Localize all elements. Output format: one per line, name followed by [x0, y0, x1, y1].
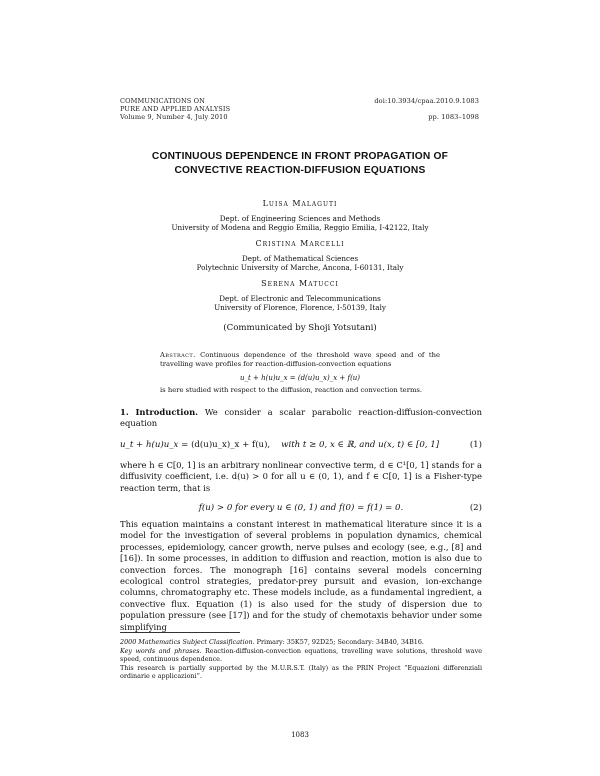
author-affiliation: [100, 254, 500, 273]
equation-lhs: u_t + h(u)u_x =: [120, 440, 192, 450]
footnote-rule: [120, 632, 240, 633]
page-range: pp. 1083–1098: [428, 113, 479, 122]
affiliation-university: University of Modena and Reggio Emilia, Reggio Emilia, I-42122, Italy: [171, 223, 429, 233]
author-name: Luisa Malaguti: [262, 199, 338, 208]
footnote-msc: [120, 638, 482, 646]
affiliation-university: Polytechnic University of Marche, Ancona, I-60131, Italy: [196, 263, 404, 273]
msc-text: Primary: 35K57, 92D25; Secondary: 34B40, 34B16.: [256, 638, 424, 646]
intro-text: We consider a scalar parabolic reaction-diffusion-convection equation: [120, 407, 482, 429]
affiliation-dept: Dept. of Electronic and Telecommunications: [219, 294, 381, 303]
communicated-by: (Communicated by Shoji Yotsutani): [223, 323, 377, 333]
abstract-equation: u_t + h(u)u_x = (d(u)u_x)_x + f(u): [239, 373, 361, 382]
affiliation-dept: Dept. of Engineering Sciences and Methods: [219, 214, 381, 223]
keywords-text: Reaction-diffusion-convection equations, travelling wave solutions, threshold wave speed, continuous dependence.: [120, 647, 482, 664]
journal-name-line1: COMMUNICATIONS ON: [120, 97, 205, 105]
abstract-text-end: is here studied with respect to the diffusion, reaction and convection terms.: [160, 386, 423, 395]
abstract: [160, 351, 440, 396]
section-number: 1.: [120, 407, 129, 417]
footnote-keywords: [120, 647, 482, 663]
intro-paragraph-2: where h ∈ C[0, 1] is an arbitrary nonlinear convective term, d ∈ C¹[0, 1] stands for a diffusivity coefficient, i.e. d(u) > 0 for all u ∈ (0, 1), and f ∈ C[0, 1] is a Fisher-type reaction term, that is: [120, 460, 482, 493]
equation-2: [120, 503, 482, 513]
equation-number: (2): [469, 503, 482, 513]
doi-header: [374, 97, 479, 121]
affiliation-dept: Dept. of Mathematical Sciences: [241, 254, 359, 263]
intro-paragraph-3: This equation maintains a constant interest in mathematical literature since it is a model for the investigation of several problems in population dynamics, chemical processes, epidemiology, cancer growth, nerve pulses and ecology (see, e.g., [8] and [16]). In some processes, in addition to diffusion and reaction, motion is also due to convection forces. The monograph [16] contains several models concerning ecological control strategies, predator-prey pursuit and evasion, ion-exchange columns, chromatography etc. These models include, as a fundamental ingredient, a convective flux. Equation (1) is also used for the study of dispersion due to population pressure (see [17]) and for the study of chemotaxis behavior under some simplifying: [120, 519, 482, 632]
footnote-support: This research is partially supported by the M.U.R.S.T. (Italy) as the PRIN Project “Equazioni differenziali ordinarie e applicazioni”.: [120, 664, 482, 681]
journal-header: [120, 97, 230, 122]
journal-name-line2: PURE AND APPLIED ANALYSIS: [120, 105, 231, 114]
title-line2: CONVECTIVE REACTION-DIFFUSION EQUATIONS: [174, 164, 426, 176]
author-name: Cristina Marcelli: [255, 239, 345, 248]
doi: doi:10.3934/cpaa.2010.9.1083: [374, 97, 479, 105]
msc-label: 2000 Mathematics Subject Classification.: [120, 638, 255, 646]
intro-paragraph-1: [120, 407, 482, 430]
equation-1: [120, 440, 482, 450]
author-name: Serena Matucci: [261, 279, 339, 288]
title-line1: CONTINUOUS DEPENDENCE IN FRONT PROPAGATION OF: [151, 151, 449, 162]
abstract-text: Continuous dependence of the threshold wave speed and of the travelling wave profiles for reaction-diffusion-convection equations: [160, 351, 440, 369]
page-number: 1083: [291, 731, 309, 739]
section-title: Introduction.: [135, 407, 199, 417]
author-affiliation: [100, 214, 500, 233]
equation-rhs: (d(u)u_x)_x + f(u),: [191, 440, 271, 450]
author-affiliation: [100, 294, 500, 313]
affiliation-university: University of Florence, Florence, I-50139, Italy: [214, 303, 386, 313]
equation-number: (1): [469, 440, 482, 450]
paper-title: [100, 150, 500, 177]
keywords-label: Key words and phrases.: [120, 647, 202, 655]
equation-condition: with t ≥ 0, x ∈ ℝ, and u(x, t) ∈ [0, 1]: [281, 440, 440, 450]
equation-body: f(u) > 0 for every u ∈ (0, 1) and f(0) = f(1) = 0.: [198, 503, 404, 513]
abstract-label: Abstract.: [160, 351, 196, 359]
volume-line: Volume 9, Number 4, July 2010: [120, 113, 228, 122]
